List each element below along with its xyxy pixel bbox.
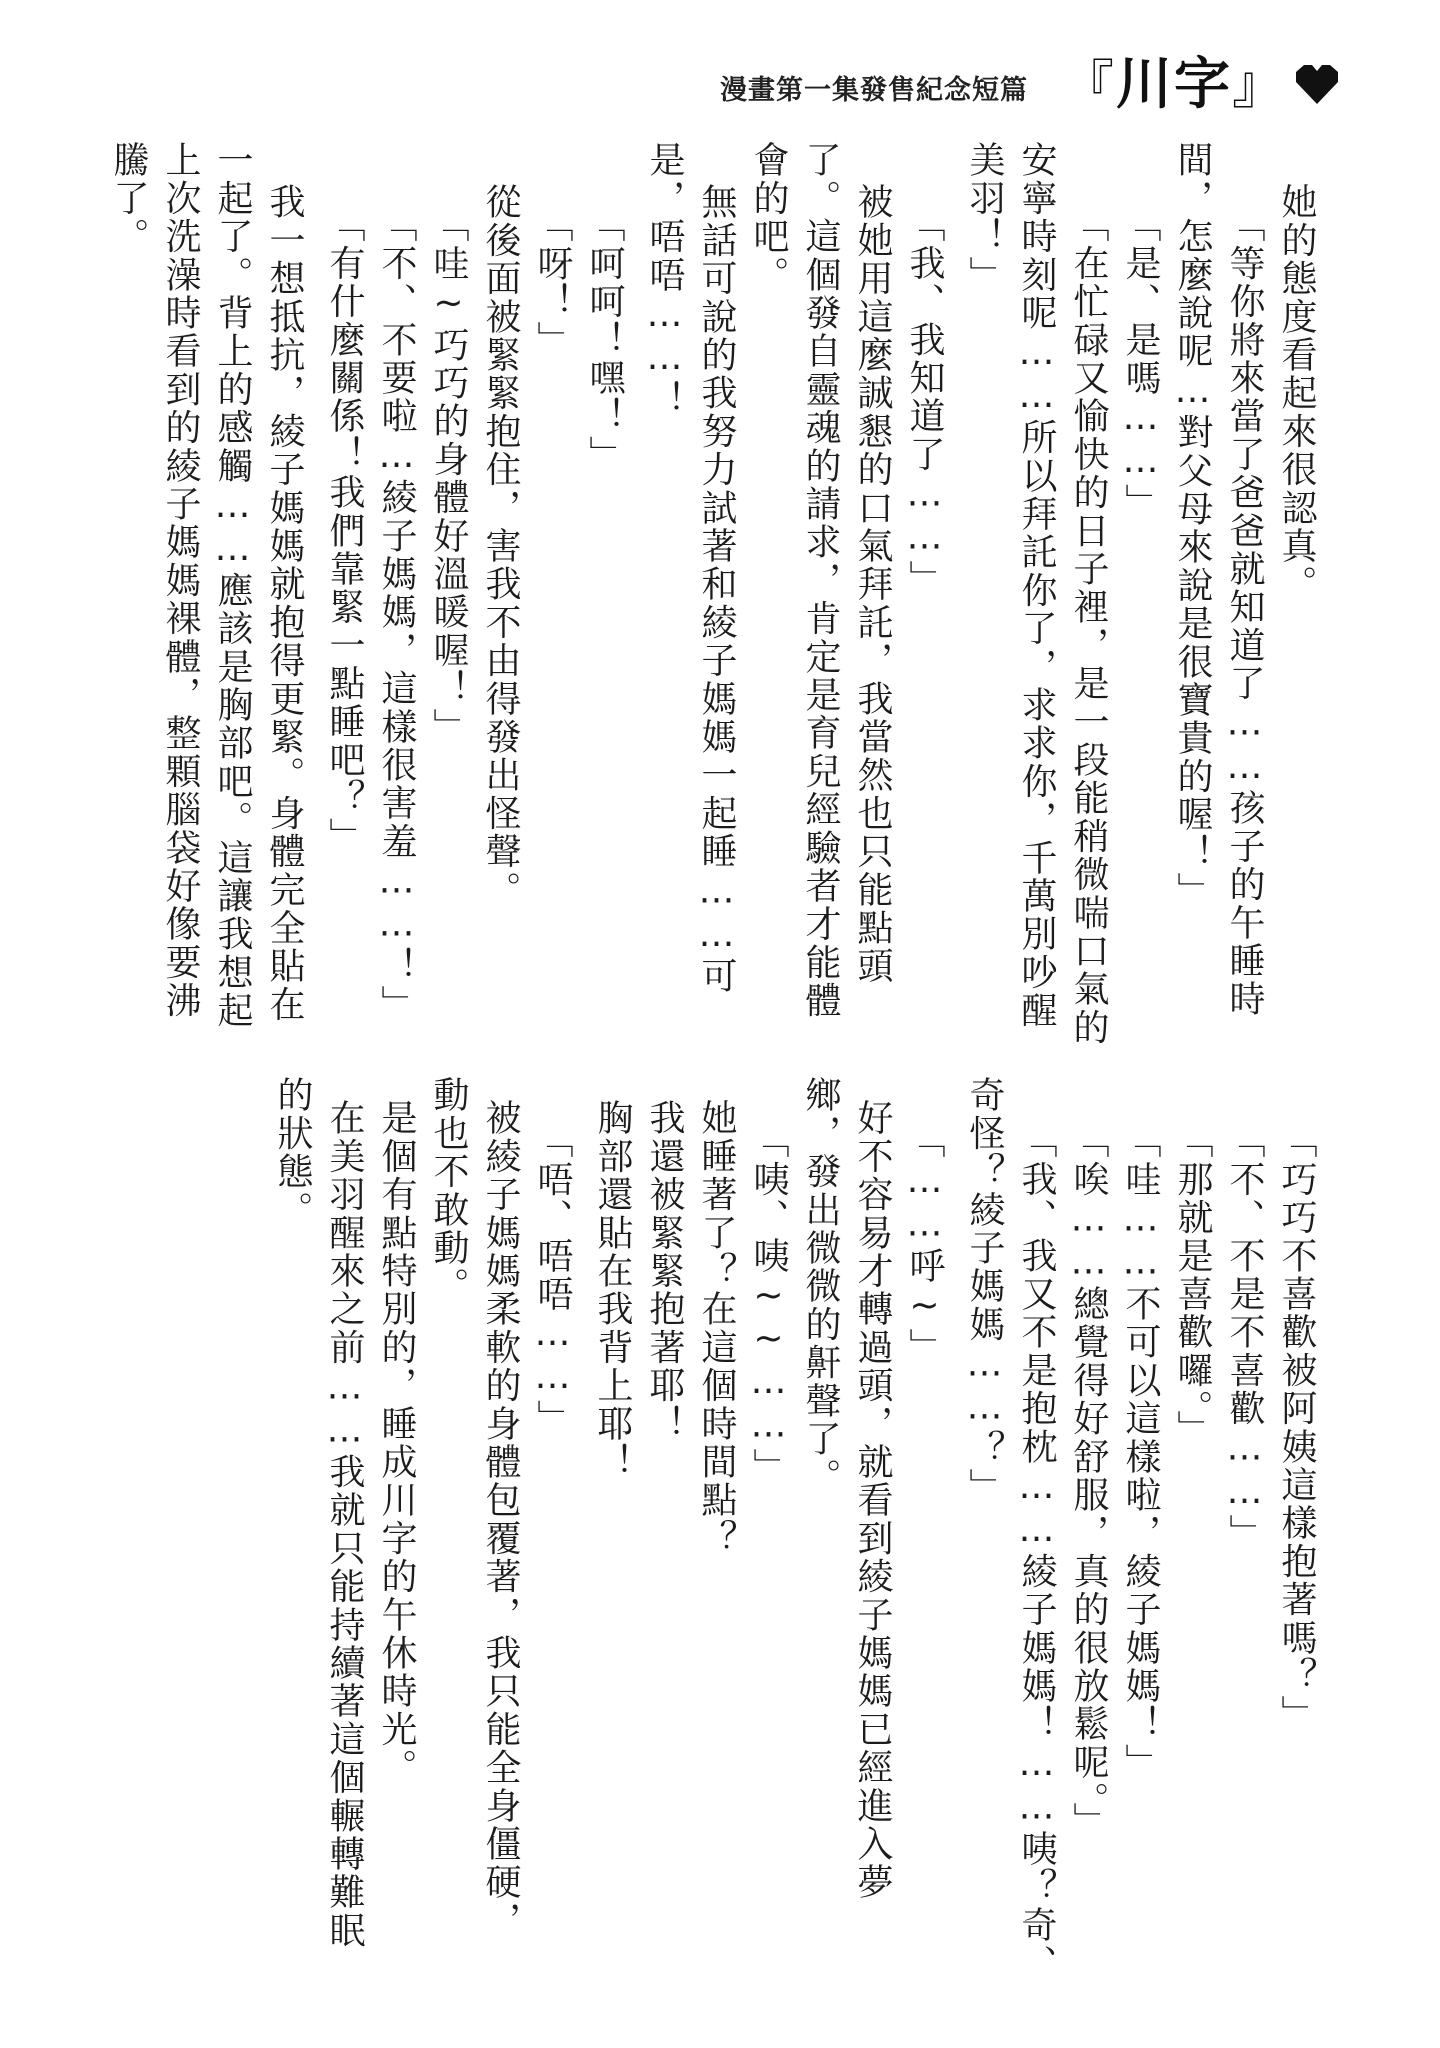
- text-column: 「咦、咦~~……」: [748, 1122, 789, 1486]
- text-column: 「呀！」: [532, 206, 573, 359]
- text-column: 會的吧。: [748, 141, 789, 294]
- text-column: 美羽！」: [964, 141, 1005, 294]
- text-column: 「哇~巧巧的身體好溫暖喔！」: [428, 206, 469, 746]
- text-column: 「巧巧不喜歡被阿姨這樣抱著嗎？」: [1276, 1122, 1317, 1734]
- text-column: 被她用這麼誠懇的口氣拜託，我當然也只能點頭: [852, 183, 893, 986]
- text-column: 上次洗澡時看到的綾子媽媽裸體，整顆腦袋好像要沸: [160, 141, 201, 1020]
- text-column: 好不容易才轉過頭，就看到綾子媽媽已經進入夢: [852, 1099, 893, 1902]
- text-column: 「是、是嗎……」: [1120, 206, 1161, 522]
- text-column: 安寧時刻呢……所以拜託你了，求求你，千萬別吵醒: [1016, 141, 1057, 1030]
- text-column: 「……呼~」: [904, 1122, 945, 1367]
- text-column: 我還被緊緊抱著耶！: [644, 1099, 685, 1443]
- text-column: 被綾子媽媽柔軟的身體包覆著，我只能全身僵硬，: [480, 1099, 521, 1940]
- text-column: 的狀態。: [272, 1076, 313, 1229]
- text-column: 「哇……不可以這樣啦，綾子媽媽！」: [1120, 1122, 1161, 1782]
- text-column: 了。這個發自靈魂的請求，肯定是育兒經驗者才能體: [800, 141, 841, 1020]
- text-column: 是個有點特別的，睡成川字的午休時光。: [376, 1099, 417, 1787]
- text-column: 鄉，發出微微的鼾聲了。: [800, 1076, 841, 1497]
- text-column: 在美羽醒來之前……我就只能持續著這個輾轉難眠: [324, 1099, 365, 1950]
- text-column: 「不、不是不喜歡……」: [1224, 1122, 1265, 1553]
- text-column: 是，唔唔……！: [644, 141, 685, 419]
- text-column: 「等你將來當了爸爸就知道了……孩子的午睡時: [1224, 206, 1265, 1019]
- text-column: 奇怪？綾子媽媽……？」: [964, 1076, 1005, 1507]
- text-column: 「唔、唔唔……」: [532, 1122, 573, 1438]
- text-column: 「唉……總覺得好舒服，真的很放鬆呢。」: [1068, 1122, 1109, 1840]
- title-open-bracket: 『: [1061, 55, 1116, 116]
- text-column: 間，怎麼說呢…對父母來說是很寶貴的喔！」: [1172, 141, 1213, 910]
- text-column: 胸部還貼在我背上耶！: [592, 1099, 633, 1481]
- header-subtitle: 漫畫第一集發售紀念短篇: [719, 74, 1028, 106]
- title-text: 川字: [1115, 52, 1232, 117]
- text-column: 她睡著了？在這個時間點？: [696, 1099, 737, 1558]
- text-column: 從後面被緊緊抱住，害我不由得發出怪聲。: [480, 183, 521, 909]
- text-column: 「在忙碌又愉快的日子裡，是一段能稍微喘口氣的: [1068, 206, 1109, 1047]
- text-column: 「有什麼關係！我們靠緊一點睡吧？」: [324, 206, 365, 856]
- text-column: 騰了。: [108, 141, 149, 256]
- text-column: 「那就是喜歡囉。」: [1172, 1122, 1213, 1448]
- text-column: 「我、我又不是抱枕……綾子媽媽！……咦？奇、: [1016, 1122, 1057, 1983]
- text-column: 動也不敢動。: [428, 1076, 469, 1306]
- text-column: 一起了。背上的感觸……應該是胸部吧。這讓我想起: [212, 141, 253, 1030]
- text-column: 我一想抵抗，綾子媽媽就抱得更緊。身體完全貼在: [264, 183, 305, 1024]
- text-column: 「不、不要啦…綾子媽媽，這樣很害羞……！」: [376, 206, 417, 1024]
- title-close-bracket: 』: [1231, 55, 1286, 116]
- text-column: 「我、我知道了……」: [904, 206, 945, 598]
- text-column: 「呵呵！嘿！」: [584, 206, 625, 474]
- text-column: 她的態度看起來很認真。: [1276, 183, 1317, 604]
- text-column: 無話可說的我努力試著和綾子媽媽一起睡……可: [696, 183, 737, 996]
